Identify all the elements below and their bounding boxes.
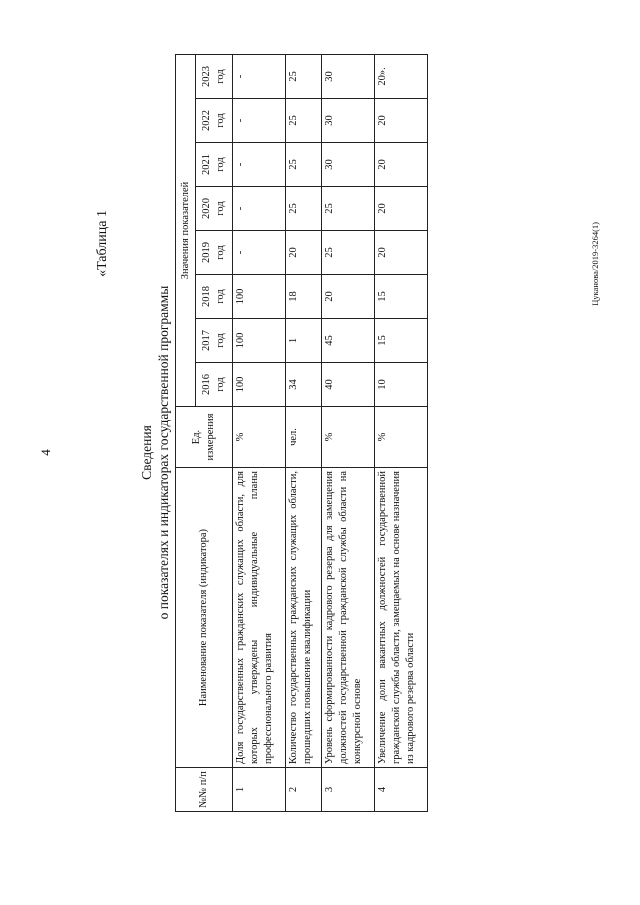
value-cell: 25: [285, 187, 322, 231]
value-cell: 25: [285, 54, 322, 98]
indicator-name: Доля государственных гражданских служащих области, для которых утверждены индивидуальные планы профессионального развития: [232, 468, 285, 768]
heading-title: Сведения: [139, 425, 154, 480]
heading-subtitle: о показателях и индикаторах государственной программы: [156, 285, 171, 620]
indicator-name: Уровень сформированности кадрового резерва для замещения должностей государственной гражданской службы области на конкурсной основе: [322, 468, 375, 768]
value-cell: 100: [232, 319, 285, 363]
unit-cell: %: [374, 407, 427, 468]
header-num: №№ п/п: [176, 768, 233, 812]
header-year: 2022 год: [196, 99, 233, 143]
value-cell: 10: [374, 363, 427, 407]
value-cell: 20: [374, 99, 427, 143]
row-number: 4: [374, 768, 427, 812]
value-cell: 40: [322, 363, 375, 407]
header-unit: Ед. измерения: [176, 407, 233, 468]
value-cell: 45: [322, 319, 375, 363]
indicators-table: [175, 54, 428, 812]
unit-cell: %: [322, 407, 375, 468]
value-cell: 15: [374, 275, 427, 319]
value-cell: 20: [322, 275, 375, 319]
value-cell: 30: [322, 54, 375, 98]
table-caption: «Таблица 1: [95, 210, 110, 277]
indicator-name: Увеличение доли вакантных должностей государственной гражданской службы области, замещаемых на основе назначения из кадрового резерва области: [374, 468, 427, 768]
value-cell: 100: [232, 275, 285, 319]
row-number: 2: [285, 768, 322, 812]
value-cell: 18: [285, 275, 322, 319]
value-cell: 100: [232, 363, 285, 407]
indicator-name: Количество государственных гражданских служащих области, прошедших повышение квалификации: [285, 468, 322, 768]
table-row: [374, 54, 427, 811]
value-cell: 30: [322, 99, 375, 143]
heading: [138, 0, 172, 905]
value-cell: -: [232, 99, 285, 143]
unit-cell: %: [232, 407, 285, 468]
header-row-1: [176, 54, 196, 811]
value-cell: 30: [322, 143, 375, 187]
value-cell: 25: [285, 99, 322, 143]
table-row: [322, 54, 375, 811]
header-values-group: Значения показателей: [176, 54, 196, 406]
page-number: 4: [38, 449, 53, 456]
value-cell: 25: [322, 187, 375, 231]
header-year: 2021 год: [196, 143, 233, 187]
header-year: 2019 год: [196, 231, 233, 275]
value-cell: 15: [374, 319, 427, 363]
value-cell: 20: [374, 231, 427, 275]
value-cell: -: [232, 187, 285, 231]
row-number: 3: [322, 768, 375, 812]
header-year: 2016 год: [196, 363, 233, 407]
value-cell: 20: [285, 231, 322, 275]
value-cell: 20: [374, 143, 427, 187]
value-cell: 20».: [374, 54, 427, 98]
header-name: Наименование показателя (индикатора): [176, 468, 233, 768]
value-cell: -: [232, 231, 285, 275]
header-year: 2020 год: [196, 187, 233, 231]
table-row: [232, 54, 285, 811]
table-row: [285, 54, 322, 811]
row-number: 1: [232, 768, 285, 812]
header-year: 2017 год: [196, 319, 233, 363]
value-cell: 1: [285, 319, 322, 363]
header-year: 2023 год: [196, 54, 233, 98]
unit-cell: чел.: [285, 407, 322, 468]
value-cell: 25: [322, 231, 375, 275]
header-year: 2018 год: [196, 275, 233, 319]
value-cell: 25: [285, 143, 322, 187]
value-cell: 34: [285, 363, 322, 407]
document-id: Цуканова/2019-3264(1): [590, 222, 600, 306]
value-cell: -: [232, 143, 285, 187]
value-cell: 20: [374, 187, 427, 231]
value-cell: -: [232, 54, 285, 98]
